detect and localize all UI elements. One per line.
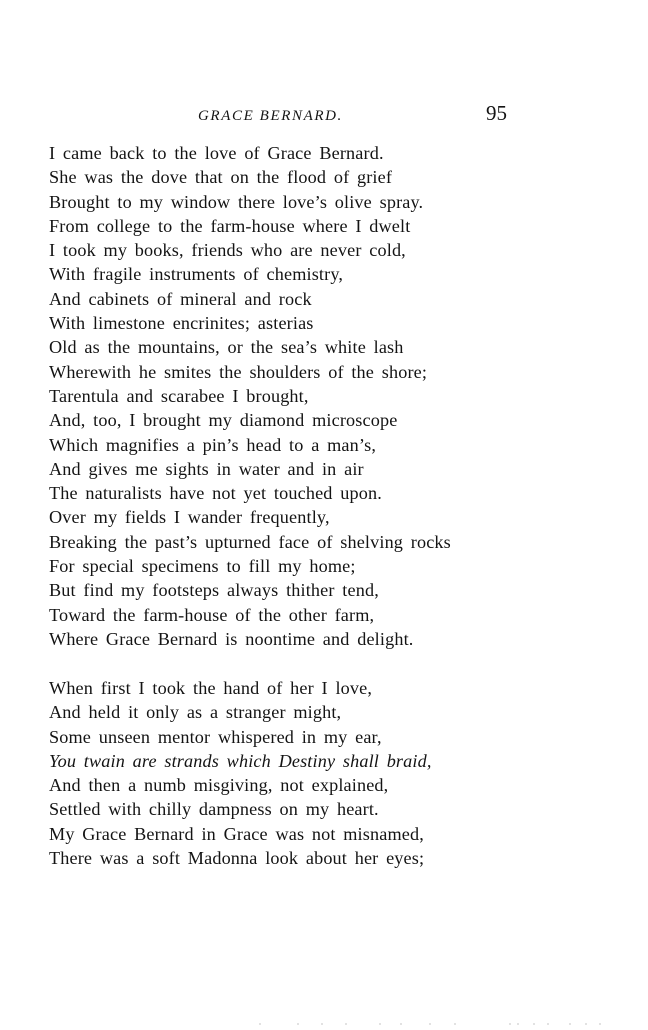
poem-line: With fragile instruments of chemistry, bbox=[49, 264, 344, 285]
poem-line: From college to the farm-house where I dwelt bbox=[49, 215, 411, 236]
poem-line: I came back to the love of Grace Bernard. bbox=[49, 143, 384, 163]
poem-line: Which magnifies a pin’s head to a man’s, bbox=[49, 434, 377, 455]
stanza-2 bbox=[49, 676, 519, 870]
poem-line: Some unseen mentor whispered in my ear, bbox=[49, 726, 382, 747]
poem-line: Brought to my window there love’s olive spray. bbox=[49, 191, 424, 212]
poem-line: And, too, I brought my diamond microscope bbox=[49, 410, 398, 431]
poem-line: Toward the farm-house of the other farm, bbox=[49, 604, 375, 625]
poem-line: I took my books, friends who are never cold, bbox=[49, 240, 406, 261]
poem-line: Breaking the past’s upturned face of shelving rocks bbox=[49, 531, 451, 552]
poem-line: My Grace Bernard in Grace was not misnamed, bbox=[49, 823, 424, 844]
poem-line: Wherewith he smites the shoulders of the shore; bbox=[49, 361, 428, 382]
poem-line: The naturalists have not yet touched upon. bbox=[49, 483, 382, 504]
poem-line: But find my footsteps always thither tend, bbox=[49, 580, 379, 601]
running-title: GRACE BERNARD. bbox=[198, 108, 343, 124]
page-number: 95 bbox=[486, 101, 507, 125]
poem-line: There was a soft Madonna look about her eyes; bbox=[49, 848, 425, 869]
poem-line: When first I took the hand of her I love, bbox=[49, 678, 373, 698]
poem-line: Old as the mountains, or the sea’s white lash bbox=[49, 337, 404, 358]
poem-line: Over my fields I wander frequently, bbox=[49, 507, 330, 528]
poem-line: For special specimens to fill my home; bbox=[49, 556, 356, 577]
poem-line: And held it only as a stranger might, bbox=[49, 702, 342, 723]
poem-line: Where Grace Bernard is noontime and delight. bbox=[49, 628, 414, 649]
poem-line: Tarentula and scarabee I brought, bbox=[49, 385, 309, 406]
stanza-1 bbox=[49, 141, 519, 651]
poem-line: With limestone encrinites; asterias bbox=[49, 313, 314, 334]
poem-line: And then a numb misgiving, not explained, bbox=[49, 775, 389, 796]
poem-line: Settled with chilly dampness on my heart. bbox=[49, 799, 379, 820]
scan-noise-dots bbox=[250, 1022, 610, 1026]
poem-line: And gives me sights in water and in air bbox=[49, 458, 364, 479]
poem-line-italic: You twain are strands which Destiny shall braid, bbox=[49, 750, 432, 771]
poem-line: And cabinets of mineral and rock bbox=[49, 288, 312, 309]
poem-line: She was the dove that on the flood of grief bbox=[49, 167, 393, 188]
